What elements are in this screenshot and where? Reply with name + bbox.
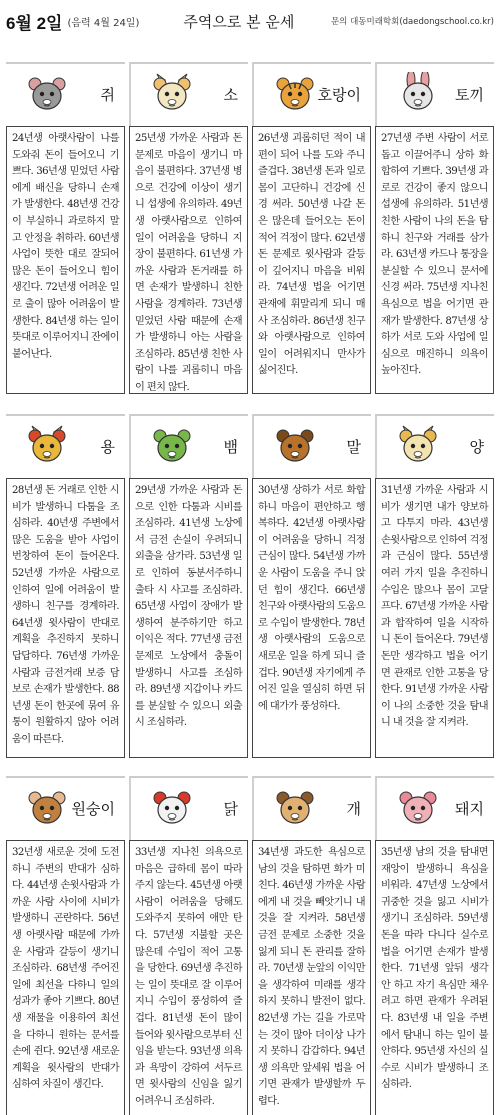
fortune-text: 30년생 상하가 서로 화합하니 마음이 편안하고 행복하다. 42년생 아랫사람이 어려움을 당하니 걱정 근심이 많다. 54년생 가까운 사람이 도움을 주니 앉던 힘이 생긴다. 66년생 친구와 아랫사람의 도움으로 수입이 발생한다. 78년생 아랫사람의 도움으로 새로운 일을 하게 되니 즐겁다. 90년생 자기에게 주어진 일을 열심히 하면 뒤에 대가가 풍성하다. xyxy=(252,478,371,758)
fortune-text: 35년생 남의 것을 탐내면 재앙이 발생하니 욕심을 비워라. 47년생 노상에서 귀중한 것을 잃고 시비가 생기니 조심하라. 59년생 돈을 따라 다니다 실수로 법을 어기면 손재가 발생한다. 71년생 앞뒤 생각 안 하고 자기 욕심만 채우려고 하면 관재가 우려된다. 83년생 내 일을 주변에서 탐내니 하는 일이 불안하다. 95년생 자신의 실수로 시비가 발생하니 조심하라. xyxy=(375,840,494,1115)
zodiac-cell-1 xyxy=(129,62,248,394)
zodiac-header xyxy=(129,414,248,478)
zodiac-header xyxy=(375,776,494,840)
zodiac-cell-6 xyxy=(252,414,371,758)
zodiac-header xyxy=(252,62,371,126)
date: 6월 2일 xyxy=(6,13,63,33)
fortune-text: 26년생 괴롭히던 적이 내 편이 되어 나를 도와 주니 즐겁다. 38년생 돈과 일로 몸이 고단하니 건강에 신경 써라. 50년생 나갈 돈은 많은데 들어오는 돈이 적어 걱정이 많다. 62년생 돈 문제로 윗사람과 갈등이 깊어지니 마음을 비워라. 74년생 법을 어기면 관재에 휘말리게 되니 매사 조심하라. 86년생 친구와 아랫사람으로 인하여 일이 어려워지니 만사가 싫어진다. xyxy=(252,126,371,394)
fortune-text: 28년생 돈 거래로 인한 시비가 발생하니 다툼을 조심하라. 40년생 주변에서 많은 도움을 받아 사업이 번창하여 돈이 들어온다. 52년생 가까운 사람으로 인하여 일에 어려움이 발생하니 친구를 경계하라. 64년생 윗사람이 반대로 계획을 추진하지 못하니 답답하다. 76년생 가까운 사람과 금전거래 보증 담보로 손재가 발생한다. 88년생 돈이 한곳에 묶여 유통이 원활하지 않아 어려움이 따른다. xyxy=(6,478,125,758)
sheep-icon xyxy=(397,424,439,466)
zodiac-header xyxy=(252,414,371,478)
fortune-text: 31년생 가까운 사람과 시비가 생기면 내가 양보하고 다투지 마라. 43년생 손윗사람으로 인하여 걱정과 근심이 많다. 55년생 여러 가지 일을 추진하니 수입은 많으나 몸이 고달프다. 67년생 가까운 사람과 합작하여 일을 시작하니 돈이 들어온다. 79년생 돈만 생각하고 법을 어기면 관재로 인한 고통을 당한다. 91년생 가까운 사람이 나의 소중한 것을 탐내니 내 것을 잘 지켜라. xyxy=(375,478,494,758)
zodiac-name: 토끼 xyxy=(455,86,484,104)
fortune-text: 27년생 주변 사람이 서로 돕고 이끌어주니 상하 화합하여 기쁘다. 39년생 과로로 건강이 좋지 않으니 섭생에 유의하라. 51년생 친한 사람이 나의 돈을 탐하니 친구와 거래를 삼가라. 63년생 카드나 통장을 분실할 수 있으니 문서에 신경 써라. 75년생 지나친 욕심으로 법을 어기면 관재가 발생한다. 87년생 상하가 서로 도와 사업에 일심으로 매진하니 의욕이 높아진다. xyxy=(375,126,494,394)
zodiac-header xyxy=(6,62,125,126)
zodiac-cell-8 xyxy=(6,776,125,1115)
horse-icon xyxy=(274,424,316,466)
fortune-text: 29년생 가까운 사람과 돈으로 인한 다툼과 시비를 조심하라. 41년생 노상에서 금전 손실이 우려되니 외출을 삼가라. 53년생 일로 인하여 동분서주하니 출타 시 사고를 조심하라. 65년생 사업이 장애가 발생하여 분주하기만 하고 이익은 적다. 77년생 금전 문제로 노상에서 충돌이 발생하니 사고를 조심하라. 89년생 지갑이나 카드를 분실할 수 있으니 외출 시 조심하라. xyxy=(129,478,248,758)
zodiac-name: 양 xyxy=(469,438,484,456)
fortune-text: 33년생 지나친 의욕으로 마음은 급하데 몸이 따라주지 않는다. 45년생 아랫사람이 어려움을 당해도 도와주지 못하여 애만 탄다. 57년생 지불할 곳은 많은데 수입이 적어 고통을 당한다. 69년생 추진하는 일이 뜻대로 잘 이루어지니 수입이 풍성하여 즐겁다. 81년생 돈이 많이 들어와 윗사람으로부터 신임을 받는다. 93년생 의욕과 욕망이 강하여 서두르면 윗사람의 신임을 잃기 어려우니 조심하라. xyxy=(129,840,248,1115)
zodiac-header xyxy=(375,62,494,126)
zodiac-name: 용 xyxy=(100,438,115,456)
dragon-icon xyxy=(26,424,68,466)
zodiac-name: 개 xyxy=(346,800,361,818)
zodiac-name: 닭 xyxy=(223,800,238,818)
zodiac-cell-10 xyxy=(252,776,371,1115)
lunar-date: (음력 4월 24일) xyxy=(67,17,140,29)
rat-icon xyxy=(26,72,68,114)
zodiac-name: 원숭이 xyxy=(71,800,115,818)
ox-icon xyxy=(151,72,193,114)
zodiac-cell-7 xyxy=(375,414,494,758)
snake-icon xyxy=(151,424,193,466)
fortune-text: 34년생 과도한 욕심으로 남의 것을 탐하면 화가 미친다. 46년생 가까운 사람에게 내 것을 빼앗기니 내 것을 잘 지켜라. 58년생 금전 문제로 소중한 것을 잃게 되니 돈 관리를 잘하라. 70년생 눈앞의 이익만을 생각하여 미래를 생각하지 못하니 발전이 없다. 82년생 가는 길을 가로막는 것이 많아 더이상 나가지 못하니 갑갑하다. 94년생 의욕만 앞세워 법을 어기면 관재가 발생할까 두렵다. xyxy=(252,840,371,1115)
zodiac-name: 쥐 xyxy=(100,86,115,104)
zodiac-cell-3 xyxy=(375,62,494,394)
rabbit-icon xyxy=(397,72,439,114)
zodiac-header xyxy=(129,62,248,126)
zodiac-name: 말 xyxy=(346,438,361,456)
page-title: 주역으로 본 운세 xyxy=(183,12,295,31)
monkey-icon xyxy=(26,786,68,828)
rooster-icon xyxy=(151,786,193,828)
zodiac-grid xyxy=(6,62,494,1115)
zodiac-header xyxy=(129,776,248,840)
zodiac-cell-2 xyxy=(252,62,371,394)
dog-icon xyxy=(274,786,316,828)
zodiac-header xyxy=(252,776,371,840)
zodiac-cell-11 xyxy=(375,776,494,1115)
zodiac-name: 호랑이 xyxy=(317,86,361,104)
fortune-text: 32년생 새로운 것에 도전하니 주변의 반대가 심하다. 44년생 손윗사람과 가까운 사람 사이에 시비가 발생하니 곤란하다. 56년생 아랫사람 때문에 가까운 사람과 갈등이 생기니 조심하라. 68년생 주어진 일에 최선을 다하니 일의 성과가 좋아 기쁘다. 80년생 재물을 이용하여 최선을 다하니 원하는 문서를 손에 쥔다. 92년생 새로운 계획을 윗사람의 반대가 심하여 차질이 생긴다. xyxy=(6,840,125,1115)
zodiac-header xyxy=(375,414,494,478)
fortune-text: 25년생 가까운 사람과 돈 문제로 마음이 생기니 마음이 불편하다. 37년생 병으로 건강에 이상이 생기니 섭생에 유의하라. 49년생 아랫사람으로 인하여 일이 어려움을 당하니 지장이 불편하다. 61년생 가까운 사람과 돈거래를 하면 손재가 발생하니 친한 사람을 경계하라. 73년생 믿었던 사람 때문에 손재가 발생하니 아는 사람을 조심하라. 85년생 친한 사람이 나를 괴롭히니 마음이 편치 않다. xyxy=(129,126,248,394)
zodiac-cell-9 xyxy=(129,776,248,1115)
header xyxy=(0,0,500,42)
zodiac-header xyxy=(6,776,125,840)
pig-icon xyxy=(397,786,439,828)
zodiac-cell-0 xyxy=(6,62,125,394)
zodiac-cell-4 xyxy=(6,414,125,758)
tiger-icon xyxy=(274,72,316,114)
zodiac-name: 돼지 xyxy=(455,800,484,818)
zodiac-header xyxy=(6,414,125,478)
source-credit: 문의 대동미래학회(daedongschool.co.kr) xyxy=(330,17,494,27)
zodiac-name: 뱀 xyxy=(223,438,238,456)
zodiac-cell-5 xyxy=(129,414,248,758)
fortune-text: 24년생 아랫사람이 나를 도와줘 돈이 들어오니 기쁘다. 36년생 믿었던 사람에게 배신을 당하니 손재가 발생한다. 48년생 건강이 부실하니 과로하지 말고 안정을 취하라. 60년생 사업이 뜻한 대로 잘되어 많은 돈이 들어오니 힘이 생긴다. 72년생 어려운 일로 출이 많아 어려움이 발생한다. 84년생 하는 일이 뜻대로 이루어지니 잔에이 붙어난다. xyxy=(6,126,125,394)
zodiac-name: 소 xyxy=(223,86,238,104)
